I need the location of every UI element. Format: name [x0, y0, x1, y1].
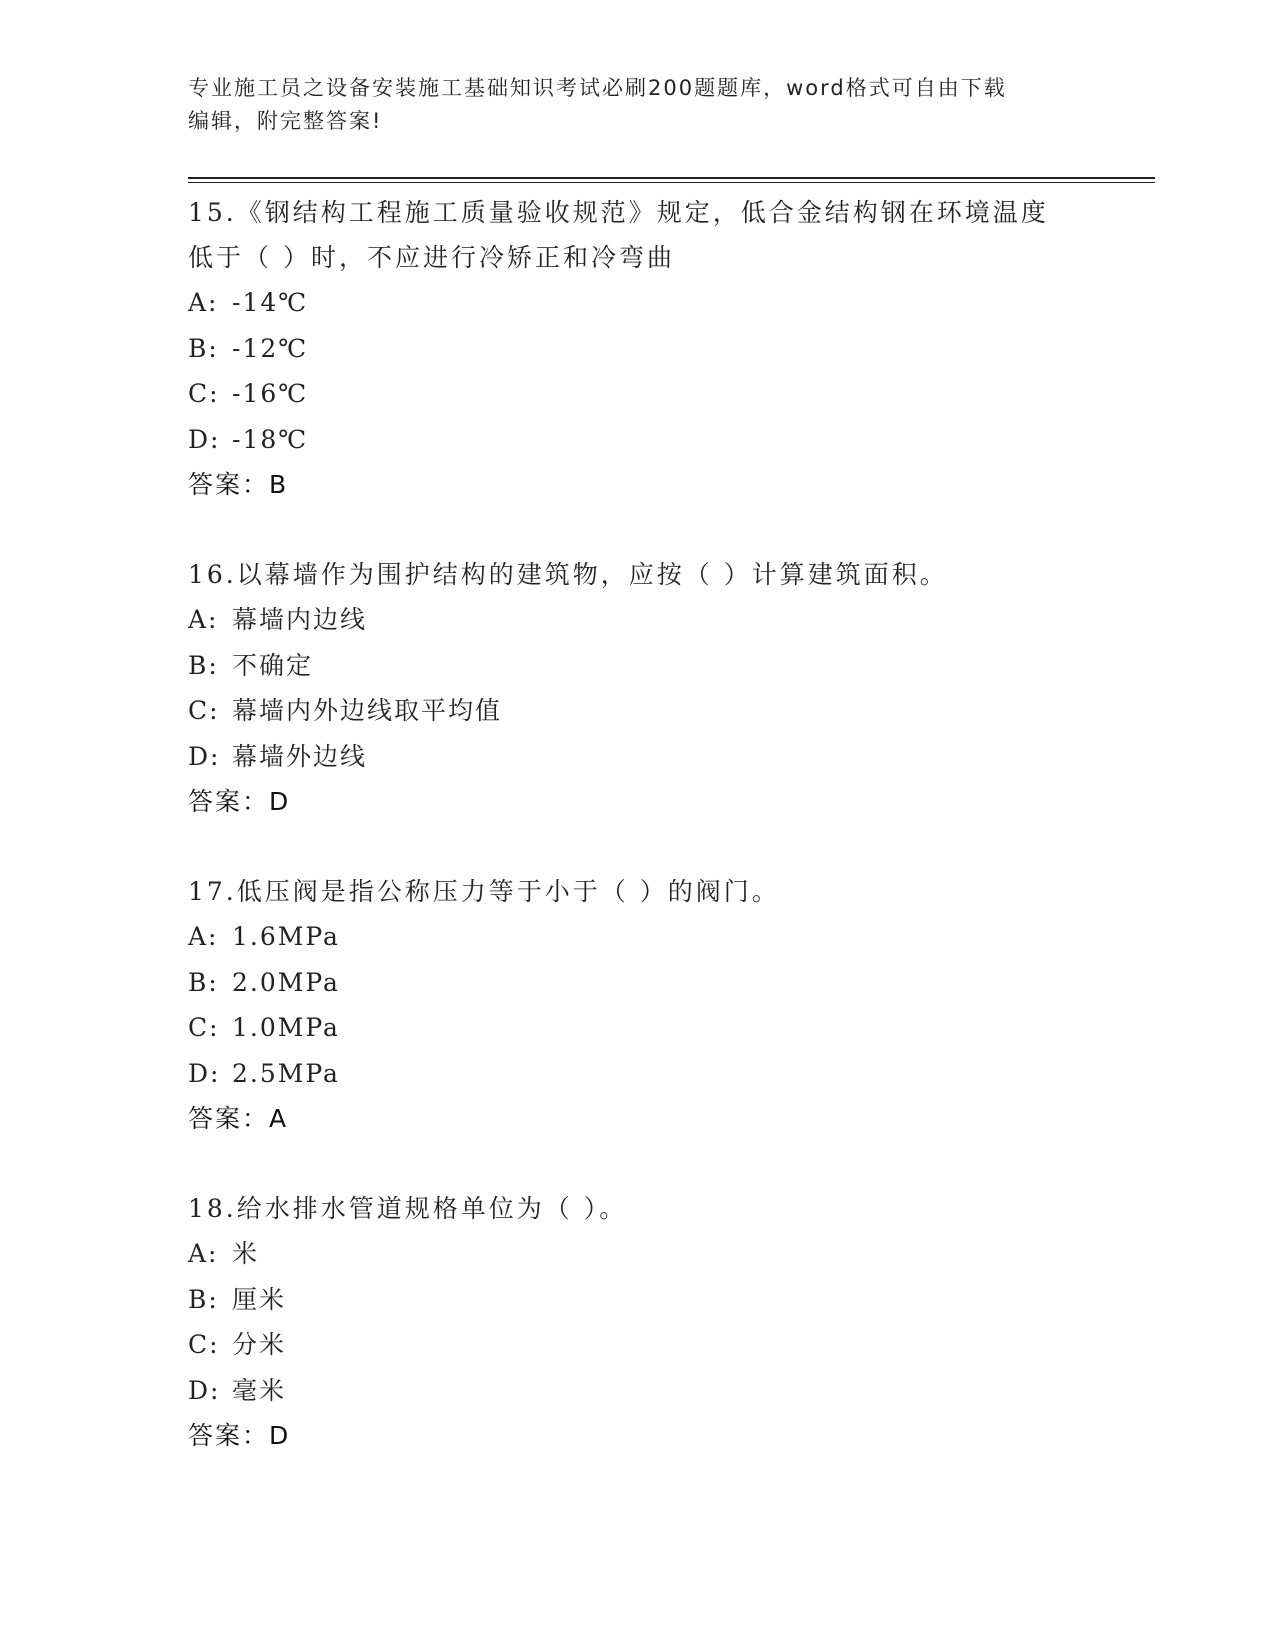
- question-15: [188, 190, 1088, 507]
- option-label: A:: [188, 922, 219, 951]
- question-text: 15.《钢结构工程施工质量验收规范》规定，低合金结构钢在环境温度: [188, 198, 1049, 227]
- option-d: [188, 1368, 1088, 1414]
- option-label: D:: [188, 1375, 221, 1405]
- option-text: -16℃: [232, 379, 309, 408]
- header-title-line1: 专业施工员之设备安装施工基础知识考试必刷200题题库，word格式可自由下载: [188, 76, 1007, 100]
- option-label: A:: [188, 288, 219, 317]
- option-text: 2.0MPa: [232, 967, 340, 997]
- option-text: 幕墙内边线: [232, 605, 368, 634]
- option-c: [188, 1005, 1088, 1051]
- question-text: 18.给水排水管道规格单位为（ ）。: [188, 1194, 628, 1223]
- option-label: C:: [188, 1330, 220, 1359]
- option-label: B:: [188, 650, 219, 680]
- option-text: -14℃: [232, 288, 309, 317]
- option-a: [188, 280, 1088, 326]
- option-b: [188, 326, 1088, 372]
- document-header: [188, 72, 1088, 138]
- answer-line: 答案：A: [188, 1104, 289, 1133]
- option-text: 2.5MPa: [232, 1058, 340, 1088]
- option-b: [188, 960, 1088, 1006]
- question-17: [188, 869, 1088, 1141]
- option-d: [188, 1051, 1088, 1097]
- option-label: D:: [188, 1058, 221, 1088]
- header-title-line2: 编辑，附完整答案!: [188, 109, 383, 133]
- option-label: B:: [188, 333, 219, 363]
- option-a: [188, 1231, 1088, 1277]
- question-text-continued: 低于（ ）时，不应进行冷矫正和冷弯曲: [188, 243, 675, 272]
- option-d: [188, 417, 1088, 463]
- header-divider-thin: [188, 182, 1155, 183]
- option-label: B:: [188, 967, 219, 997]
- option-a: [188, 597, 1088, 643]
- option-text: 厘米: [232, 1284, 287, 1314]
- option-c: [188, 1322, 1088, 1368]
- option-d: [188, 734, 1088, 780]
- option-text: -18℃: [232, 424, 309, 454]
- option-b: [188, 1277, 1088, 1323]
- question-text: 17.低压阀是指公称压力等于小于（ ）的阀门。: [188, 877, 780, 906]
- answer-line: 答案：B: [188, 470, 289, 499]
- option-label: D:: [188, 424, 221, 454]
- question-list: [188, 190, 1088, 1503]
- option-c: [188, 688, 1088, 734]
- option-label: D:: [188, 741, 221, 771]
- option-label: C:: [188, 1013, 220, 1042]
- option-text: 分米: [232, 1330, 287, 1359]
- option-text: 不确定: [232, 650, 314, 680]
- option-label: C:: [188, 379, 220, 408]
- option-text: 毫米: [232, 1375, 287, 1405]
- option-label: A:: [188, 1239, 219, 1268]
- answer-line: 答案：D: [188, 1421, 291, 1450]
- option-a: [188, 914, 1088, 960]
- option-text: 幕墙内外边线取平均值: [232, 696, 503, 725]
- question-18: [188, 1186, 1088, 1458]
- option-text: -12℃: [232, 333, 309, 363]
- option-label: A:: [188, 605, 219, 634]
- option-text: 1.0MPa: [232, 1013, 340, 1042]
- question-16: [188, 552, 1088, 824]
- header-divider-thick: [188, 177, 1155, 179]
- question-text: 16.以幕墙作为围护结构的建筑物，应按（ ）计算建筑面积。: [188, 560, 948, 589]
- option-label: B:: [188, 1284, 219, 1314]
- option-b: [188, 643, 1088, 689]
- answer-line: 答案：D: [188, 787, 291, 816]
- option-text: 1.6MPa: [232, 922, 340, 951]
- option-text: 幕墙外边线: [232, 741, 368, 771]
- option-c: [188, 371, 1088, 417]
- option-label: C:: [188, 696, 220, 725]
- option-text: 米: [232, 1239, 260, 1268]
